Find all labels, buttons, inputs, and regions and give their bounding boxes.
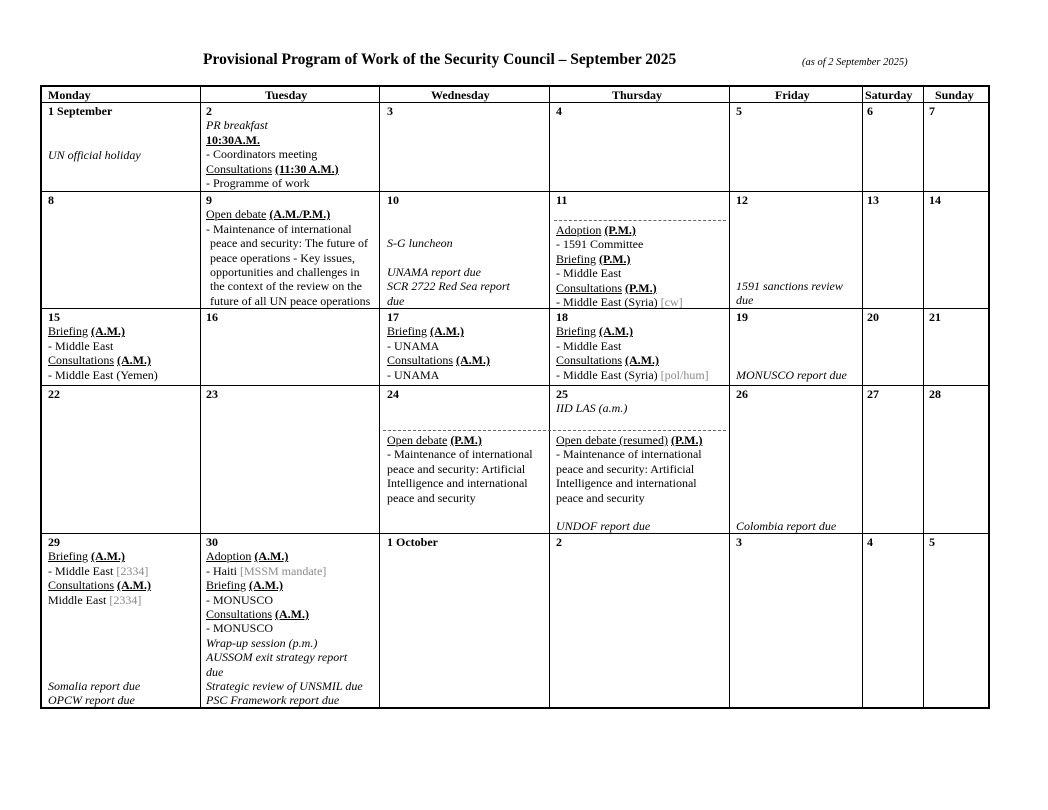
column-divider: [923, 87, 924, 707]
day-cell: [206, 310, 218, 324]
day-cell: [736, 387, 748, 401]
header-saturday: Saturday: [865, 88, 913, 102]
meeting-type: Briefing: [48, 324, 88, 339]
date-number: 22: [48, 387, 60, 401]
column-divider: [862, 87, 863, 707]
agenda-item: - Maintenance of international: [206, 221, 352, 236]
date-number: 26: [736, 387, 748, 401]
agenda-item: peace and security: [387, 490, 476, 505]
header-tuesday: Tuesday: [265, 88, 308, 102]
date-number: 21: [929, 310, 941, 324]
meeting-time: (A.M.): [275, 607, 309, 622]
agenda-item: opportunities and challenges in: [210, 265, 360, 280]
report-due: Strategic review of UNSMIL due: [206, 679, 363, 694]
meeting-type: Adoption: [206, 549, 252, 564]
page-title: Provisional Program of Work of the Security Council – September 2025: [203, 51, 677, 68]
day-cell: [48, 310, 158, 382]
meeting-time: (P.M.): [604, 223, 636, 237]
day-cell: [48, 104, 112, 118]
date-number: 28: [929, 387, 941, 401]
day-cell: [206, 535, 363, 708]
meeting-time: (P.M.): [599, 251, 631, 266]
agenda-item: - Middle East (Yemen): [48, 367, 158, 382]
meeting-time: (A.M.): [254, 549, 289, 564]
day-cell: [387, 193, 399, 207]
meeting-type: Consultations: [556, 280, 623, 295]
agenda-item: Intelligence and international: [387, 476, 528, 491]
date-number: 29: [48, 535, 60, 549]
day-cell: [387, 535, 438, 549]
meeting-type: Open debate: [206, 207, 267, 222]
day-schedule: [387, 433, 533, 505]
date-number: 3: [736, 535, 742, 549]
agenda-tag: [2334]: [109, 592, 142, 607]
dashed-separator: [554, 220, 726, 221]
agenda-item: peace and security: Artificial: [387, 461, 526, 476]
date-number: 15: [48, 310, 60, 324]
report-due: SCR 2722 Red Sea report: [387, 279, 510, 294]
report-due: AUSSOM exit strategy report: [206, 650, 348, 665]
date-number: 1 September: [48, 104, 113, 118]
row-divider: [42, 533, 988, 534]
meeting-type: Briefing: [556, 324, 596, 339]
report-notes: [387, 265, 510, 308]
meeting-time: (A.M.): [117, 353, 151, 368]
meeting-type: Consultations: [387, 353, 454, 368]
date-number: 1 October: [387, 535, 438, 549]
agenda-item: - Maintenance of international: [556, 447, 702, 462]
agenda-item: - Middle East: [48, 563, 114, 578]
agenda-item: peace and security: [556, 490, 645, 505]
day-cell: [206, 193, 370, 308]
meeting-time: 10:30A.M.: [206, 132, 260, 147]
date-number: 18: [556, 310, 568, 324]
day-cell: [556, 387, 627, 416]
date-number: 11: [556, 193, 568, 207]
meeting-type: Briefing: [48, 549, 88, 564]
report-due: MONUSCO report due: [736, 368, 847, 382]
meeting-time: (A.M.): [249, 578, 283, 593]
date-number: 5: [736, 104, 742, 118]
report-due: Somalia report due: [48, 679, 141, 693]
report-due: OPCW report due: [48, 693, 135, 708]
row-divider: [42, 308, 988, 309]
column-divider: [200, 87, 201, 707]
date-number: 30: [206, 535, 218, 549]
meeting-time: (P.M.): [450, 433, 482, 447]
date-number: 12: [736, 193, 748, 207]
event-note: IID LAS (a.m.): [556, 401, 628, 416]
agenda-item: future of all UN peace operations: [210, 293, 371, 308]
report-notes: [736, 279, 843, 308]
date-number: 7: [929, 104, 935, 118]
meeting-type: Consultations: [48, 353, 115, 368]
agenda-item: peace operations - Key issues,: [210, 250, 355, 265]
as-of-date: (as of 2 September 2025): [802, 57, 908, 68]
day-cell: [929, 535, 935, 549]
row-divider: [42, 385, 988, 386]
luncheon-text: S-G luncheon: [387, 236, 453, 250]
report-due: Colombia report due: [736, 519, 837, 533]
date-number: 4: [556, 104, 562, 118]
agenda-item: - Maintenance of international: [387, 447, 533, 462]
day-cell: [867, 310, 879, 324]
day-cell: [929, 193, 941, 207]
agenda-item: - Middle East (Syria): [556, 367, 658, 382]
day-schedule: [556, 223, 683, 309]
day-cell: [867, 387, 879, 401]
report-notes: [48, 679, 140, 708]
agenda-tag: [2334]: [116, 563, 149, 578]
report-due: due: [387, 293, 405, 308]
meeting-time: (A.M.): [456, 353, 490, 368]
date-number: 4: [867, 535, 873, 549]
day-cell: [736, 193, 748, 207]
report-due: PSC Framework report due: [206, 693, 340, 708]
header-monday: Monday: [48, 88, 91, 102]
agenda-item: - Coordinators meeting: [206, 147, 318, 162]
day-cell: [48, 535, 151, 607]
agenda-tag: [cw]: [660, 295, 683, 310]
date-number: 17: [387, 310, 399, 324]
date-number: 13: [867, 193, 879, 207]
meeting-time: (P.M.): [670, 433, 703, 447]
day-cell: [387, 310, 490, 382]
agenda-tag: [pol/hum]: [660, 367, 709, 382]
event-note: [387, 236, 453, 250]
day-cell: [387, 387, 399, 401]
date-number: 19: [736, 310, 748, 324]
meeting-time: (A.M.): [117, 578, 151, 593]
meeting-type: Open debate (resumed): [556, 433, 668, 447]
date-number: 3: [387, 104, 393, 118]
meeting-type: Consultations: [206, 161, 273, 176]
agenda-item: - Middle East: [48, 338, 114, 353]
day-cell: [929, 310, 941, 324]
date-number: 2: [206, 104, 212, 118]
meeting-type: Briefing: [556, 251, 596, 266]
agenda-item: - UNAMA: [387, 367, 440, 382]
agenda-item: - Programme of work: [206, 176, 310, 191]
meeting-type: Adoption: [556, 223, 602, 237]
meeting-time: (A.M./P.M.): [269, 207, 331, 222]
day-cell: [48, 387, 60, 401]
agenda-tag: [MSSM mandate]: [240, 563, 327, 578]
agenda-item: - UNAMA: [387, 338, 440, 353]
meeting-type: Consultations: [206, 607, 273, 622]
header-thursday: Thursday: [612, 88, 663, 102]
date-number: 14: [929, 193, 941, 207]
day-cell: [387, 104, 393, 118]
date-number: 10: [387, 193, 399, 207]
event-note: PR breakfast: [206, 118, 268, 133]
day-cell: [929, 387, 941, 401]
report-due: UNDOF report due: [556, 519, 651, 533]
report-due: due: [736, 293, 754, 308]
date-number: 27: [867, 387, 879, 401]
holiday-text: UN official holiday: [48, 148, 141, 162]
day-cell: [736, 104, 742, 118]
agenda-item: the context of the review on the: [210, 279, 362, 294]
agenda-item: peace and security: The future of: [210, 236, 369, 251]
agenda-item: Intelligence and international: [556, 476, 697, 491]
date-number: 20: [867, 310, 879, 324]
meeting-time: (A.M.): [91, 324, 125, 339]
day-cell: [206, 104, 339, 190]
day-cell: [206, 387, 218, 401]
report-notes: [736, 368, 847, 382]
day-cell: [867, 193, 879, 207]
meeting-time: (P.M.): [625, 280, 657, 295]
date-number: 5: [929, 535, 935, 549]
agenda-item: - Middle East (Syria): [556, 295, 658, 310]
date-number: 25: [556, 387, 568, 401]
column-divider: [379, 87, 380, 707]
meeting-time: (11:30 A.M.): [275, 161, 339, 176]
meeting-time: (A.M.): [91, 549, 125, 564]
header-friday: Friday: [775, 88, 810, 102]
header-wednesday: Wednesday: [431, 88, 490, 102]
report-notes: [736, 519, 836, 533]
agenda-item: - Middle East: [556, 338, 622, 353]
day-cell: [929, 104, 935, 118]
agenda-item: - Haiti: [206, 563, 237, 578]
dashed-separator: [383, 430, 726, 431]
holiday-note: [48, 148, 141, 162]
date-number: 24: [387, 387, 399, 401]
agenda-item: - Middle East: [556, 266, 622, 281]
date-number: 6: [867, 104, 873, 118]
report-due: UNAMA report due: [387, 265, 481, 279]
report-notes: [556, 519, 650, 533]
day-cell: [48, 193, 54, 207]
column-divider: [729, 87, 730, 707]
agenda-item: - MONUSCO: [206, 592, 274, 607]
day-cell: [556, 310, 709, 382]
day-cell: [736, 535, 742, 549]
date-number: 16: [206, 310, 218, 324]
meeting-type: Consultations: [556, 353, 623, 368]
agenda-item: - 1591 Committee: [556, 237, 644, 252]
report-due: 1591 sanctions review: [736, 279, 843, 293]
meeting-type: Open debate: [387, 433, 448, 447]
agenda-item: peace and security: Artificial: [556, 461, 695, 476]
day-cell: [556, 535, 562, 549]
meeting-type: Consultations: [48, 578, 115, 593]
day-schedule: [556, 433, 703, 505]
date-number: 23: [206, 387, 218, 401]
meeting-type: Briefing: [387, 324, 427, 339]
agenda-item: Middle East: [48, 592, 107, 607]
report-due: due: [206, 664, 224, 679]
day-cell: [867, 535, 873, 549]
meeting-time: (A.M.): [430, 324, 464, 339]
row-divider: [42, 102, 988, 103]
day-cell: [867, 104, 873, 118]
column-divider: [549, 87, 550, 707]
day-cell: [736, 310, 748, 324]
day-cell: [556, 193, 567, 207]
meeting-time: (A.M.): [625, 353, 659, 368]
header-sunday: Sunday: [935, 88, 974, 102]
event-note: Wrap-up session (p.m.): [206, 635, 318, 650]
date-number: 9: [206, 193, 212, 207]
calendar-table: [40, 85, 990, 709]
agenda-item: - MONUSCO: [206, 621, 274, 636]
meeting-type: Briefing: [206, 578, 246, 593]
date-number: 2: [556, 535, 562, 549]
day-cell: [556, 104, 562, 118]
row-divider: [42, 191, 988, 192]
meeting-time: (A.M.): [599, 324, 633, 339]
date-number: 8: [48, 193, 54, 207]
